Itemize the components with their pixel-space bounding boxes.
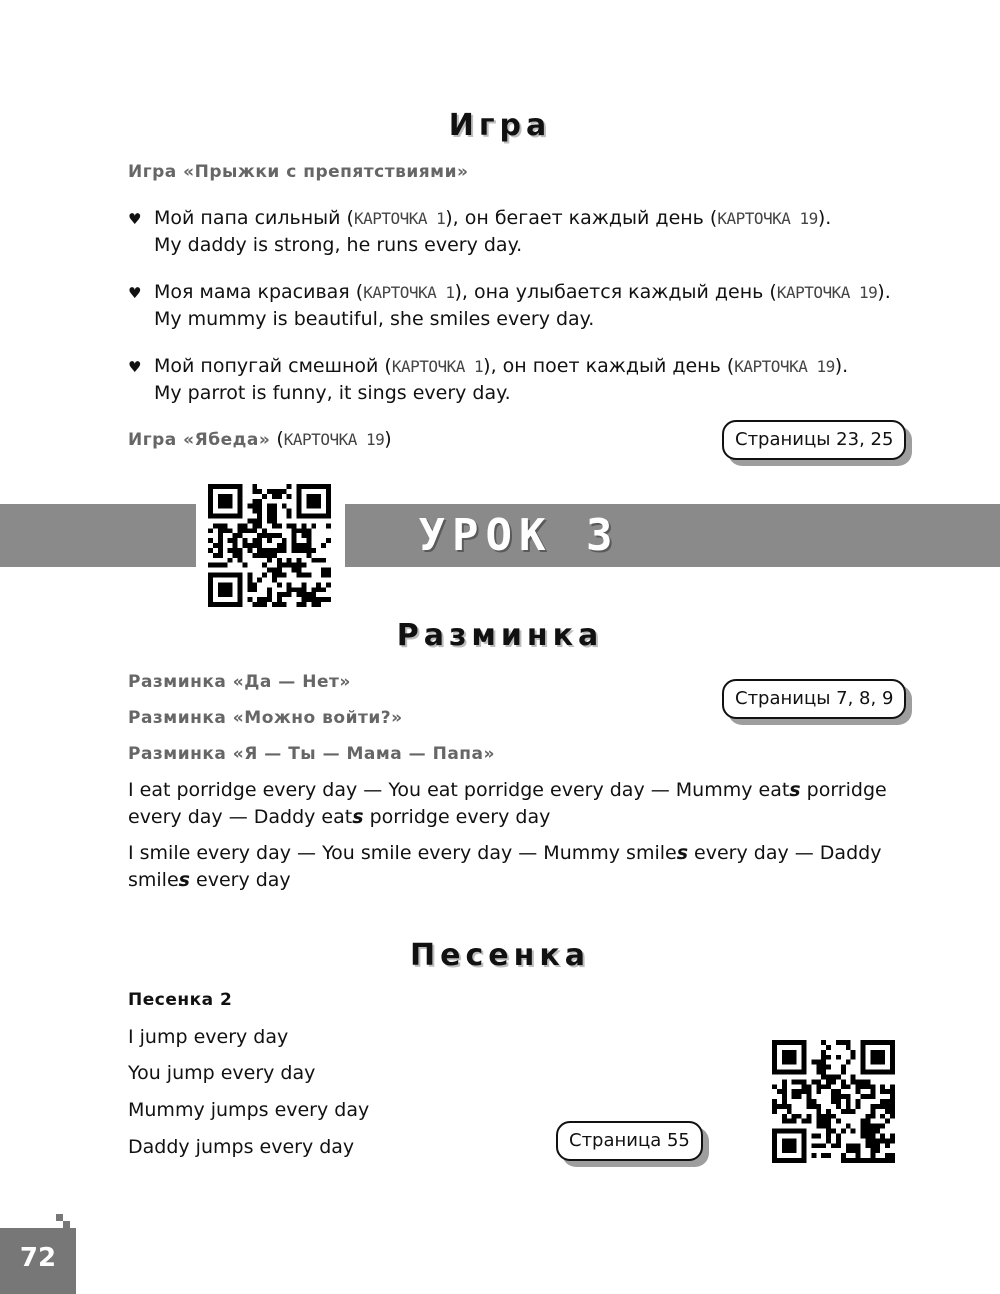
song-title: Песенка 2 — [128, 990, 233, 1010]
bullet-heart-icon: ♥ — [128, 358, 142, 376]
page-tab-pixel — [63, 1221, 70, 1228]
warmup-item-1: Разминка «Да — Нет» — [128, 672, 351, 692]
warmup-p1-a: I eat porridge every day — You eat porridge every day — Mummy eat — [128, 779, 790, 801]
qr-code-icon — [208, 484, 331, 607]
game-item-1-ru-b: ), он бегает каждый день ( — [445, 207, 718, 229]
game-item-2-en: My mummy is beautiful, she smiles every day. — [154, 308, 595, 330]
game-item-1 — [154, 205, 831, 259]
bullet-heart-icon: ♥ — [128, 210, 142, 228]
warmup-item-2: Разминка «Можно войти?» — [128, 708, 403, 728]
qr-code-icon — [772, 1040, 895, 1163]
lesson-band-left — [0, 504, 196, 567]
page-number: 72 — [0, 1228, 76, 1294]
game2-close: ) — [384, 428, 392, 450]
game2-line — [128, 426, 392, 454]
warmup-p1-ending: s — [789, 779, 801, 801]
section-heading-warmup: Разминка — [396, 618, 604, 653]
game-item-2-card-a: КАРТОЧКА 1 — [363, 283, 455, 302]
warmup-paragraph-1 — [128, 777, 903, 831]
section-heading-game: Игра — [448, 108, 552, 143]
game-item-3-ru-c: ). — [834, 355, 849, 377]
warmup-p1-c: porridge every day — Daddy eat — [128, 779, 887, 828]
game-item-2-ru-b: ), она улыбается каждый день ( — [454, 281, 777, 303]
section-heading-song: Песенка — [410, 938, 590, 973]
warmup-p2-a: I smile every day — You smile every day — Mummy smile — [128, 842, 677, 864]
page-tab-pixel — [56, 1214, 63, 1221]
song-line-3: Mummy jumps every day — [128, 1099, 370, 1121]
game-item-1-ru-c: ). — [817, 207, 832, 229]
warmup-paragraph-2 — [128, 840, 903, 894]
game-item-1-en: My daddy is strong, he runs every day. — [154, 234, 523, 256]
pages-badge-warmup: Страницы 7, 8, 9 — [722, 679, 906, 719]
warmup-p2-e: every day — [189, 869, 291, 891]
warmup-p2-ending: s — [178, 869, 190, 891]
warmup-p2-c: every day — Daddy smile — [128, 842, 882, 891]
bullet-heart-icon: ♥ — [128, 284, 142, 302]
warmup-p1-ending: s — [352, 806, 364, 828]
pages-badge-game: Страницы 23, 25 — [722, 420, 906, 460]
game-item-3-card-a: КАРТОЧКА 1 — [391, 357, 484, 376]
game-item-3-ru-a: Мой попугай смешной ( — [154, 355, 392, 377]
song-line-2: You jump every day — [128, 1062, 316, 1084]
game-item-3-card-b: КАРТОЧКА 19 — [734, 357, 835, 376]
game-item-1-card-b: КАРТОЧКА 19 — [717, 209, 818, 228]
game-item-2-card-b: КАРТОЧКА 19 — [776, 283, 878, 302]
game-item-2 — [154, 279, 891, 333]
warmup-item-3: Разминка «Я — Ты — Мама — Папа» — [128, 744, 495, 764]
warmup-p2-ending: s — [676, 842, 689, 864]
game-item-3-ru-b: ), он поет каждый день ( — [483, 355, 735, 377]
warmup-p1-e: porridge every day — [363, 806, 551, 828]
song-line-4: Daddy jumps every day — [128, 1136, 355, 1158]
game-item-2-ru-a: Моя мама красивая ( — [154, 281, 364, 303]
game2-card: КАРТОЧКА 19 — [283, 430, 385, 449]
game-item-1-ru-a: Мой папа сильный ( — [154, 207, 354, 229]
game-item-2-ru-c: ). — [877, 281, 891, 303]
pages-badge-song: Страница 55 — [556, 1121, 703, 1161]
game1-title: Игра «Прыжки с препятствиями» — [128, 162, 469, 182]
game2-title: Игра «Ябеда» — [128, 430, 271, 450]
game-item-3 — [154, 353, 848, 407]
lesson-title: УРОК 3 — [418, 510, 620, 561]
game-item-1-card-a: КАРТОЧКА 1 — [353, 209, 446, 228]
game2-open: ( — [270, 428, 284, 450]
song-line-1: I jump every day — [128, 1026, 289, 1048]
game-item-3-en: My parrot is funny, it sings every day. — [154, 382, 511, 404]
